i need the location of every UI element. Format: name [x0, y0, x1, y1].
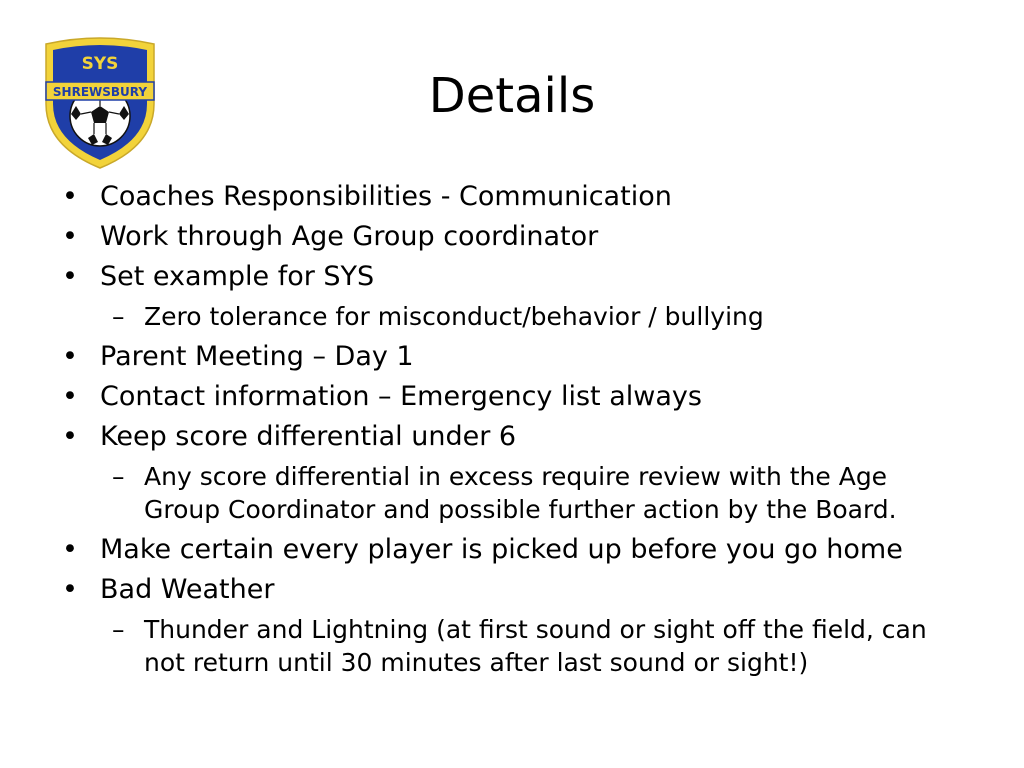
- bullet-marker: •: [62, 261, 78, 292]
- bullet-marker: •: [62, 381, 78, 412]
- bullet-marker: •: [62, 574, 78, 605]
- bullet-item: [62, 340, 982, 374]
- bullet-item: [62, 180, 982, 214]
- logo-top-text: SYS: [81, 54, 119, 74]
- bullet-text: Parent Meeting – Day 1: [100, 341, 414, 372]
- bullet-text: Bad Weather: [100, 574, 275, 605]
- bullet-marker: •: [62, 221, 78, 252]
- bullet-item: [62, 220, 982, 254]
- bullet-text: Set example for SYS: [100, 261, 375, 292]
- sub-bullet-item: [112, 613, 982, 679]
- bullet-item: [62, 260, 982, 294]
- logo-banner-text: SHREWSBURY: [52, 85, 148, 99]
- bullet-text: Any score differential in excess require review with the Age Group Coordinator and possible further action by the Board.: [144, 462, 897, 524]
- bullet-item: [62, 420, 982, 454]
- bullet-text: Work through Age Group coordinator: [100, 221, 599, 252]
- bullet-marker: •: [62, 421, 78, 452]
- bullet-marker: •: [62, 181, 78, 212]
- bullet-item: [62, 380, 982, 414]
- bullet-marker: •: [62, 534, 78, 565]
- bullet-marker: •: [62, 341, 78, 372]
- sub-bullet-item: [112, 300, 982, 333]
- bullet-text: Contact information – Emergency list always: [100, 381, 702, 412]
- bullet-text: Thunder and Lightning (at first sound or sight off the field, can not return until 30 minutes after last sound or sight!): [144, 615, 927, 677]
- sub-bullet-item: [112, 460, 982, 526]
- bullet-text: Make certain every player is picked up before you go home: [100, 534, 903, 565]
- slide-title: Details: [428, 68, 596, 124]
- bullet-item: [62, 533, 982, 567]
- bullet-text: Zero tolerance for misconduct/behavior / bullying: [144, 302, 764, 331]
- dash-marker: –: [112, 462, 125, 491]
- bullet-text: Keep score differential under 6: [100, 421, 517, 452]
- dash-marker: –: [112, 615, 125, 644]
- bullet-text: Coaches Responsibilities - Communication: [100, 181, 672, 212]
- dash-marker: –: [112, 302, 125, 331]
- bullet-item: [62, 573, 982, 607]
- bullet-list: [62, 180, 982, 686]
